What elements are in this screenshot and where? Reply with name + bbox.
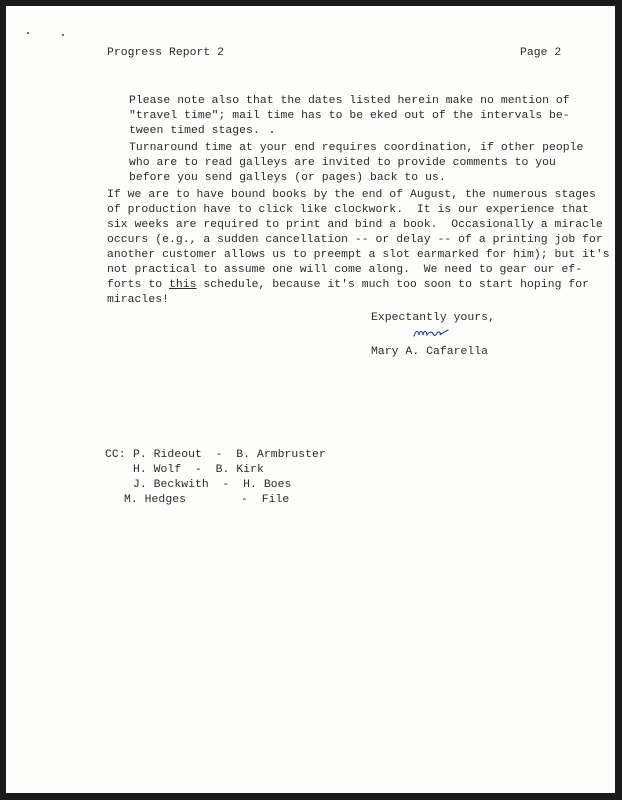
cc-line: H. Wolf - B. Kirk	[133, 464, 264, 476]
underlined-word: this	[168, 279, 197, 291]
signer-name: Mary A. Cafarella	[371, 346, 489, 358]
paragraph-line: occurs (e.g., a sudden cancellation -- or delay -- of a printing job for	[107, 234, 603, 246]
paragraph-line: six weeks are required to print and bind a book. Occasionally a miracle	[107, 219, 603, 231]
paper-speck	[271, 131, 273, 133]
valediction: Expectantly yours,	[371, 312, 495, 324]
paragraph-line: who are to read galleys are invited to provide comments to you	[129, 157, 556, 169]
paragraph-line: miracles!	[107, 294, 169, 306]
signature-initials-icon	[412, 324, 452, 340]
document-page	[6, 6, 615, 793]
cc-label: CC:	[105, 449, 126, 461]
paragraph-line: before you send galleys (or pages) back to us.	[129, 172, 446, 184]
page-number: Page 2	[520, 47, 562, 59]
paragraph-line: not practical to assume one will come along. We need to gear our ef-	[107, 264, 583, 276]
paragraph-line: Please note also that the dates listed herein make no mention of	[129, 95, 570, 107]
paragraph-line: another customer allows us to preempt a slot earmarked for him); but it's	[107, 249, 610, 261]
paragraph-line: If we are to have bound books by the end of August, the numerous stages	[107, 189, 596, 201]
cc-line: M. Hedges - File	[124, 494, 290, 506]
line-text: forts to	[107, 279, 169, 291]
line-text: schedule, because it's much too soon to start hoping for	[196, 279, 590, 291]
cc-line: J. Beckwith - H. Boes	[133, 479, 292, 491]
paragraph-line: of production have to click like clockwork. It is our experience that	[107, 204, 589, 216]
paragraph-line: tween timed stages.	[129, 125, 260, 137]
header-title: Progress Report 2	[107, 47, 225, 59]
paragraph-line	[107, 278, 589, 294]
paragraph-line: "travel time"; mail time has to be eked out of the intervals be-	[129, 110, 570, 122]
handwritten-initials	[412, 324, 452, 345]
paper-speck	[62, 34, 64, 36]
paper-speck	[27, 32, 29, 34]
cc-line: P. Rideout - B. Armbruster	[133, 449, 326, 461]
paragraph-line: Turnaround time at your end requires coordination, if other people	[129, 142, 584, 154]
